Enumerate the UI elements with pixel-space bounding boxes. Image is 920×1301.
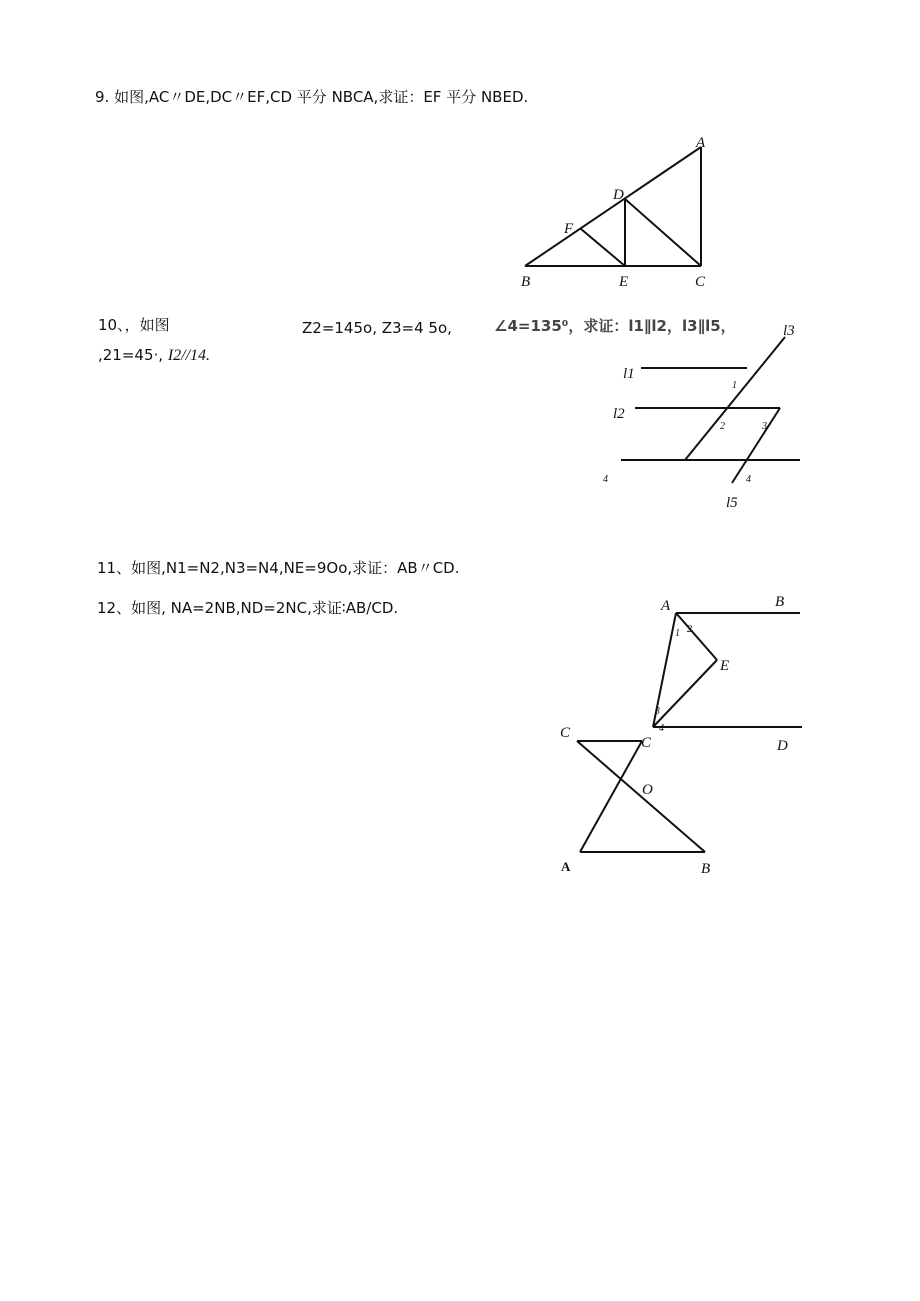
figure-12-crossing — [555, 720, 730, 885]
problem-10-prefix: 10、，如图 — [98, 316, 170, 334]
label-A: A — [661, 598, 671, 614]
line-l3 — [685, 337, 785, 460]
line-l5 — [732, 408, 780, 483]
label-B: B — [521, 274, 531, 290]
problem-11-text: 11、如图,N1=N2,N3=N4,NE=9Oo,求证：AB〃CD. — [97, 559, 460, 577]
segment-ec — [653, 660, 717, 727]
label-l2: l2 — [613, 406, 625, 422]
angle-label-3: 3 — [655, 706, 660, 717]
label-l1: l1 — [623, 366, 635, 382]
label-F: F — [564, 221, 574, 237]
segment-dc — [625, 199, 701, 266]
label-E: E — [619, 274, 629, 290]
label-C: C — [641, 735, 652, 751]
label-B: B — [701, 861, 711, 877]
angle-label-2: 2 — [720, 421, 725, 432]
segment-ba — [525, 147, 701, 266]
figure-10-parallel-lines — [595, 315, 810, 525]
label-A: A — [696, 135, 706, 151]
segment-c-b — [577, 741, 705, 852]
figure-9-triangle — [505, 130, 725, 295]
angle-label-3: 3 — [762, 421, 767, 432]
problem-10-conditions: Z2=145o, Z3=4 5o, — [302, 319, 452, 337]
label-A: A — [561, 859, 571, 874]
angle-label-4: 4 — [746, 474, 751, 485]
segment-fe — [581, 229, 625, 266]
problem-10-line2-italic: I2//14. — [167, 347, 211, 364]
problem-10-line2-text: ,21=45·, — [98, 346, 168, 364]
label-O: O — [642, 782, 653, 798]
label-line4: 4 — [603, 474, 608, 485]
label-B: B — [775, 594, 785, 610]
label-l5: l5 — [726, 495, 738, 511]
label-E: E — [720, 658, 730, 674]
label-D: D — [777, 738, 788, 754]
angle-label-1: 1 — [732, 380, 737, 391]
label-C-left: C — [560, 725, 571, 741]
segment-ae — [676, 613, 717, 660]
angle-label-4: 4 — [659, 723, 664, 734]
problem-12-text: 12、如图, NA=2NB,ND=2NC,求证∶AB/CD. — [97, 599, 399, 617]
label-l3: l3 — [783, 323, 795, 339]
segment-c-a — [580, 741, 642, 852]
label-C: C — [695, 274, 706, 290]
angle-label-2: 2 — [687, 624, 692, 635]
problem-9-text: 9. 如图,AC〃DE,DC〃EF,CD 平分 NBCA,求证：EF 平分 NBED. — [95, 88, 529, 106]
angle-label-1: 1 — [675, 628, 680, 639]
problem-10-right-text: ∠4=135⁰，求证：l1∥l2，l3∥l5， — [494, 317, 736, 335]
label-D: D — [613, 187, 624, 203]
problem-10-line2 — [98, 346, 210, 365]
